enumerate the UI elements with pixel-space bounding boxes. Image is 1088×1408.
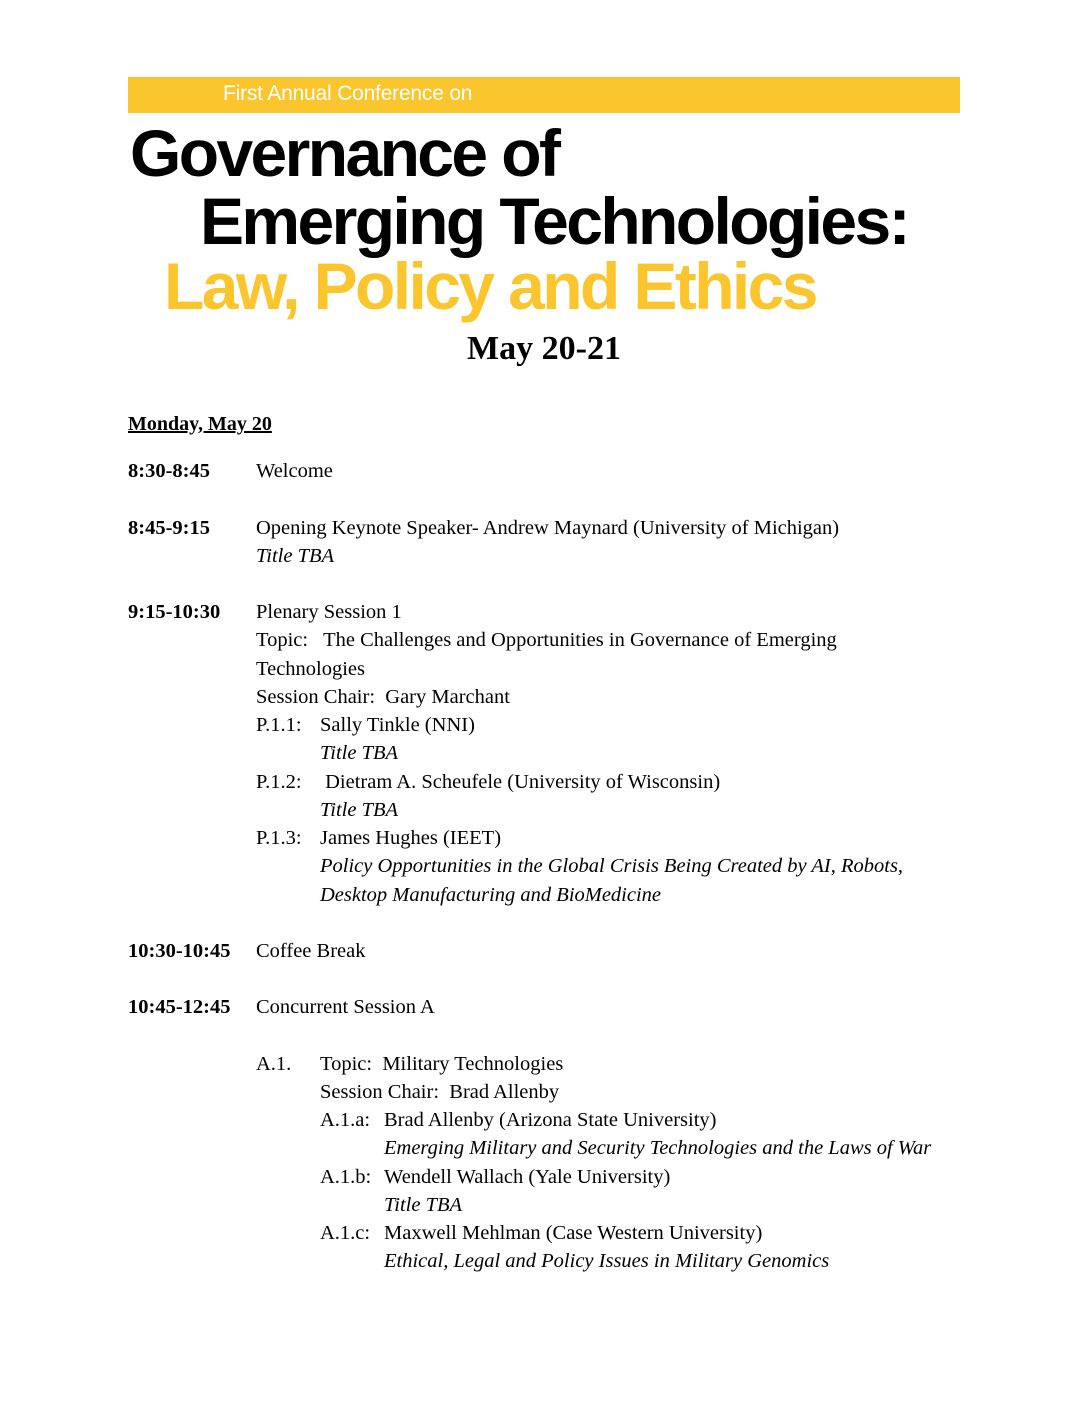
talk-code: A.1.b: — [320, 1166, 372, 1188]
banner-text: First Annual Conference on — [223, 82, 473, 105]
track-chair: Session Chair: Brad Allenby — [320, 1081, 560, 1103]
talk-speaker: Dietram A. Scheufele (University of Wisconsin) — [320, 771, 721, 793]
title-line-2: Emerging Technologies: — [200, 184, 908, 258]
keynote-time: 8:45-9:15 — [128, 517, 210, 539]
plenary-time: 9:15-10:30 — [128, 601, 221, 623]
plenary-title: Plenary Session 1 — [256, 601, 402, 623]
plenary-topic-line-1: Topic: The Challenges and Opportunities in Governance of Emerging — [256, 629, 837, 651]
keynote-talk-title: Title TBA — [256, 545, 335, 567]
title-line-3: Law, Policy and Ethics — [164, 249, 816, 323]
talk-title-line-2: Desktop Manufacturing and BioMedicine — [320, 884, 662, 906]
day-heading: Monday, May 20 — [128, 413, 272, 435]
coffee-time: 10:30-10:45 — [128, 940, 231, 962]
talk-title: Policy Opportunities in the Global Crisis Being Created by AI, Robots, — [320, 855, 904, 877]
plenary-topic-line-2: Technologies — [256, 658, 366, 680]
talk-speaker: Maxwell Mehlman (Case Western University) — [384, 1222, 763, 1244]
talk-speaker: Sally Tinkle (NNI) — [320, 714, 475, 736]
conference-dates: May 20-21 — [467, 330, 621, 367]
talk-code: P.1.1: — [256, 714, 302, 736]
talk-title: Emerging Military and Security Technologies and the Laws of War — [384, 1137, 932, 1159]
talk-title: Title TBA — [384, 1194, 463, 1216]
talk-code: A.1.c: — [320, 1222, 371, 1244]
talk-title: Title TBA — [320, 799, 399, 821]
plenary-chair: Session Chair: Gary Marchant — [256, 686, 510, 708]
talk-code: P.1.3: — [256, 827, 302, 849]
keynote-title: Opening Keynote Speaker- Andrew Maynard (University of Michigan) — [256, 517, 840, 539]
track-code: A.1. — [256, 1053, 292, 1075]
talk-speaker: Brad Allenby (Arizona State University) — [384, 1109, 717, 1131]
track-topic: Topic: Military Technologies — [320, 1053, 564, 1075]
talk-code: P.1.2: — [256, 771, 302, 793]
title-line-1: Governance of — [130, 116, 559, 190]
concurrent-title: Concurrent Session A — [256, 996, 435, 1018]
concurrent-time: 10:45-12:45 — [128, 996, 231, 1018]
talk-title: Title TBA — [320, 742, 399, 764]
welcome-time: 8:30-8:45 — [128, 460, 210, 482]
welcome-title: Welcome — [256, 460, 333, 482]
conference-banner — [128, 77, 960, 113]
talk-speaker: James Hughes (IEET) — [320, 827, 502, 849]
talk-code: A.1.a: — [320, 1109, 371, 1131]
talk-title: Ethical, Legal and Policy Issues in Military Genomics — [384, 1250, 830, 1272]
coffee-title: Coffee Break — [256, 940, 366, 962]
talk-speaker: Wendell Wallach (Yale University) — [384, 1166, 671, 1188]
